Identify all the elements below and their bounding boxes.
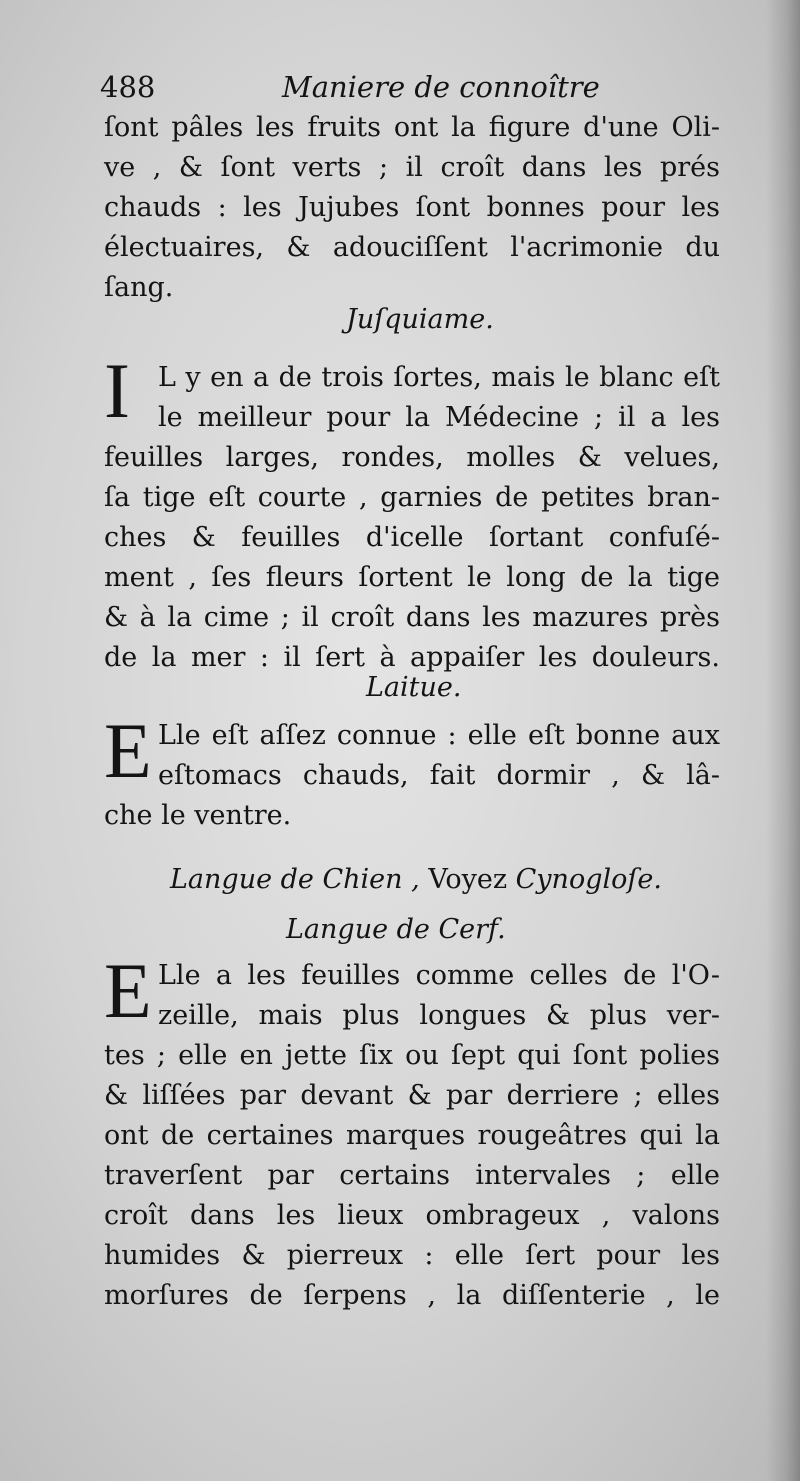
entry-heading-langue-de-cerf: Langue de Cerf.: [286, 914, 506, 945]
langue-de-cerf-paragraph: [104, 956, 720, 1316]
text-line: chauds : les Jujubes ſont bonnes pour les: [104, 192, 720, 223]
laitue-paragraph: [104, 716, 720, 836]
jusquiame-paragraph: [104, 358, 720, 678]
page-number: 488: [100, 70, 156, 104]
drop-cap: I: [104, 347, 130, 434]
text-line: & à la cime ; il croît dans les mazures près: [104, 602, 720, 633]
text-line: ſang.: [104, 272, 174, 303]
text-line: humides & pierreux : elle ſert pour les: [104, 1240, 720, 1271]
text-line: le meilleur pour la Médecine ; il a les: [158, 402, 720, 433]
text-line: électuaires, & adouciſſent l'acrimonie du: [104, 232, 720, 263]
text-line: tes ; elle en jette ſix ou ſept qui ſont polies: [104, 1040, 720, 1071]
text-line: L y en a de trois ſortes, mais le blanc eſt: [158, 362, 720, 393]
drop-cap: E: [104, 947, 152, 1034]
entry-heading-laitue: Laitue.: [366, 672, 462, 703]
text-line: croît dans les lieux ombrageux , valons: [104, 1200, 720, 1231]
running-header: [100, 70, 700, 110]
page-edge-shadow: [766, 0, 800, 1481]
text-line: ſa tige eſt courte , garnies de petites bran-: [104, 482, 720, 513]
text-line: che le ventre.: [104, 800, 292, 831]
cross-reference-target: Cynogloſe.: [515, 864, 662, 895]
text-line: ches & feuilles d'icelle ſortant confuſé-: [104, 522, 720, 553]
text-line: eſtomacs chauds, fait dormir , & lâ-: [158, 760, 720, 791]
text-line: ment , ſes fleurs ſortent le long de la tige: [104, 562, 720, 593]
text-line: & liſſées par devant & par derriere ; elles: [104, 1080, 720, 1111]
text-line: ve , & ſont verts ; il croît dans les prés: [104, 152, 720, 183]
voyez-label: Voyez: [428, 864, 508, 895]
intro-paragraph: [104, 108, 720, 308]
drop-cap: E: [104, 707, 152, 794]
cross-reference-heading: Langue de Chien ,: [170, 864, 420, 895]
entry-heading-jusquiame: Juſquiame.: [346, 304, 494, 335]
text-line: morſures de ſerpens , la diſſenterie , le: [104, 1280, 720, 1311]
text-line: traverſent par certains intervales ; elle: [104, 1160, 720, 1191]
text-line: ſont pâles les fruits ont la figure d'une Oli-: [104, 112, 720, 143]
cross-reference-langue-de-chien: [170, 860, 662, 900]
text-line: feuilles larges, rondes, molles & velues,: [104, 442, 720, 473]
text-line: de la mer : il ſert à appaiſer les douleurs.: [104, 642, 720, 673]
running-title: Maniere de connoître: [282, 70, 600, 104]
text-line: zeille, mais plus longues & plus ver-: [158, 1000, 720, 1031]
text-line: ont de certaines marques rougeâtres qui la: [104, 1120, 720, 1151]
text-line: Lle a les feuilles comme celles de l'O-: [158, 960, 720, 991]
text-line: Lle eſt aſſez connue : elle eſt bonne aux: [158, 720, 720, 751]
